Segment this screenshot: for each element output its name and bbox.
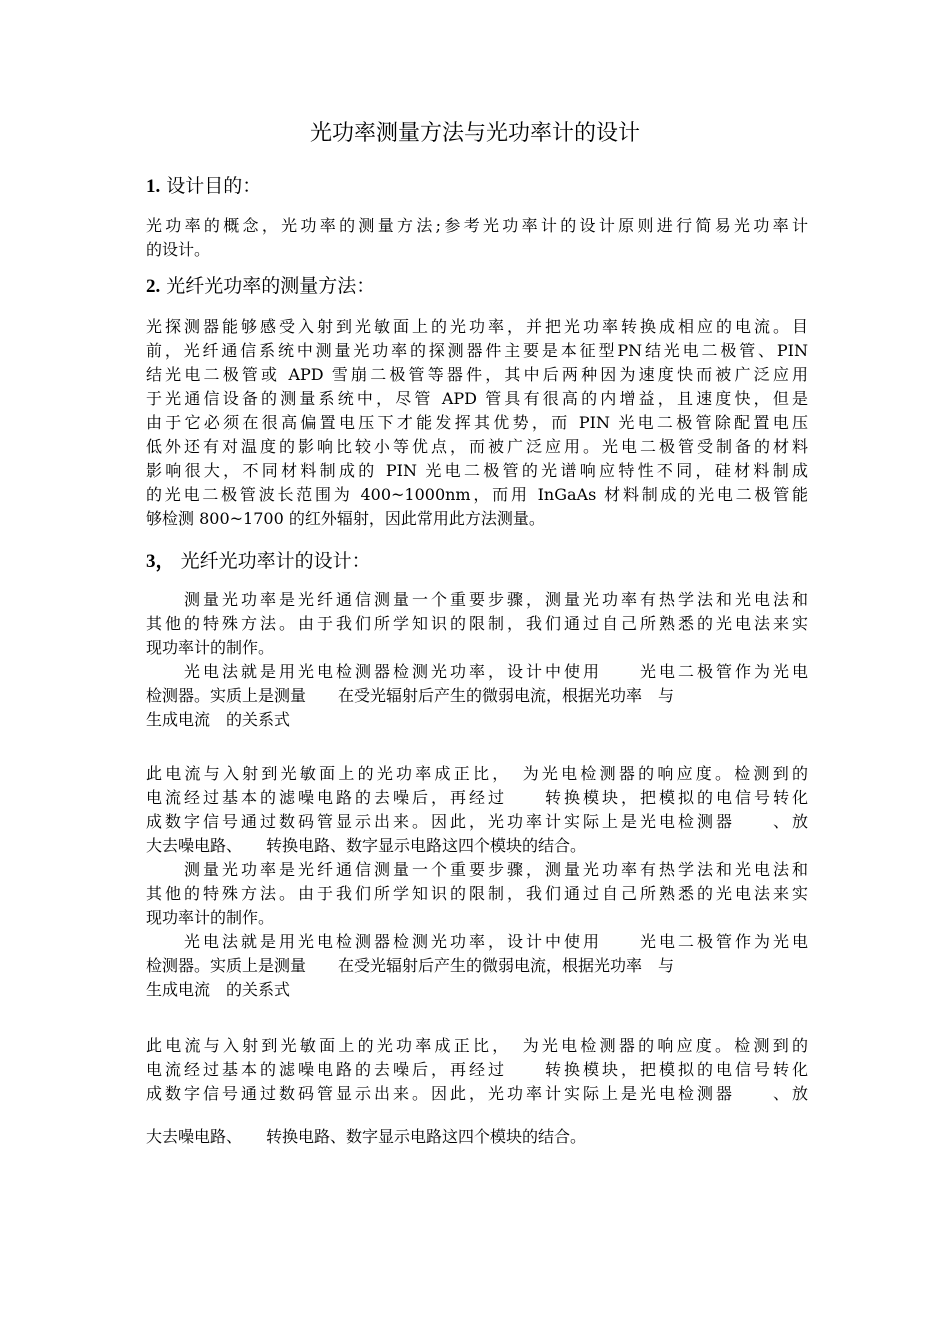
paragraph-line: 其他的特殊方法。由于我们所学知识的限制，我们通过自己所熟悉的光电法来实	[146, 884, 808, 903]
paragraph-line: 现功率计的制作。	[146, 638, 275, 657]
paragraph-line: 测量光功率是光纤通信测量一个重要步骤，测量光功率有热学法和光电法和	[146, 860, 808, 879]
paragraph-line: 成数字信号通过数码管显示出来。因此，光功率计实际上是光电检测器 、放	[146, 1084, 808, 1103]
section-3-block-3	[146, 1034, 808, 1106]
paragraph-line: 检测器。实质上是测量 在受光辐射后产生的微弱电流，根据光功率 与	[146, 686, 675, 705]
section-2-heading	[146, 273, 375, 300]
paragraph-line: 结光电二极管或 APD 雪崩二极管等器件，其中后两种因为速度快而被广泛应用	[146, 365, 808, 384]
paragraph-line: 检测器。实质上是测量 在受光辐射后产生的微弱电流，根据光功率 与	[146, 956, 675, 975]
paragraph-line: 低外还有对温度的影响比较小等优点，而被广泛应用。光电二极管受制备的材料	[146, 437, 808, 456]
section-2-title: 光纤光功率的测量方法：	[166, 275, 376, 297]
section-1-heading	[146, 173, 261, 200]
paragraph-line: 大去噪电路、 转换电路、数字显示电路这四个模块的结合。	[146, 836, 587, 855]
paragraph-line: 光电法就是用光电检测器检测光功率，设计中使用 光电二极管作为光电	[146, 662, 808, 681]
paragraph-line: 于光通信设备的测量系统中，尽管 APD 管具有很高的内增益，且速度快，但是	[146, 389, 808, 408]
paragraph-line: 光功率的概念，光功率的测量方法;参考光功率计的设计原则进行简易光功率计	[146, 216, 808, 235]
section-3-number: 3，	[146, 551, 175, 572]
section-2-number: 2.	[146, 276, 161, 297]
document-title: 光功率测量方法与光功率计的设计	[309, 121, 640, 146]
section-3-heading	[146, 548, 371, 575]
paragraph-line: 由于它必须在很高偏置电压下才能发挥其优势，而 PIN 光电二极管除配置电压	[146, 413, 808, 432]
paragraph-line: 现功率计的制作。	[146, 908, 275, 927]
section-1-paragraph	[146, 214, 808, 262]
section-2-paragraph	[146, 315, 808, 531]
paragraph-line: 的设计。	[146, 240, 211, 259]
section-3-block-2	[146, 762, 808, 1002]
paragraph-line: 大去噪电路、 转换电路、数字显示电路这四个模块的结合。	[146, 1127, 587, 1146]
paragraph-line: 电流经过基本的滤噪电路的去噪后，再经过 转换模块，把模拟的电信号转化	[146, 788, 808, 807]
paragraph-line: 生成电流 的关系式	[146, 710, 291, 729]
paragraph-line: 影响很大，不同材料制成的 PIN 光电二极管的光谱响应特性不同，硅材料制成	[146, 461, 808, 480]
paragraph-line: 的光电二极管波长范围为 400~1000nm，而用 InGaAs 材料制成的光电二极管能	[146, 485, 808, 504]
section-1-number: 1.	[146, 176, 161, 197]
paragraph-line: 生成电流 的关系式	[146, 980, 291, 999]
paragraph-line: 此电流与入射到光敏面上的光功率成正比， 为光电检测器的响应度。检测到的	[146, 1036, 808, 1055]
paragraph-line: 光电法就是用光电检测器检测光功率，设计中使用 光电二极管作为光电	[146, 932, 808, 951]
paragraph-line: 光探测器能够感受入射到光敏面上的光功率，并把光功率转换成相应的电流。目	[146, 317, 808, 336]
paragraph-line: 其他的特殊方法。由于我们所学知识的限制，我们通过自己所熟悉的光电法来实	[146, 614, 808, 633]
paragraph-line: 前，光纤通信系统中测量光功率的探测器件主要是本征型PN结光电二极管、PIN	[146, 341, 808, 360]
section-3-title: 光纤光功率计的设计：	[180, 550, 371, 572]
section-1-title: 设计目的：	[166, 175, 262, 197]
section-3-block-4	[146, 1125, 808, 1149]
section-3-block-1	[146, 588, 808, 732]
paragraph-line: 电流经过基本的滤噪电路的去噪后，再经过 转换模块，把模拟的电信号转化	[146, 1060, 808, 1079]
paragraph-line: 测量光功率是光纤通信测量一个重要步骤，测量光功率有热学法和光电法和	[146, 590, 808, 609]
paragraph-line: 成数字信号通过数码管显示出来。因此，光功率计实际上是光电检测器 、放	[146, 812, 808, 831]
paragraph-line: 够检测 800~1700 的红外辐射，因此常用此方法测量。	[146, 509, 545, 528]
paragraph-line: 此电流与入射到光敏面上的光功率成正比， 为光电检测器的响应度。检测到的	[146, 764, 808, 783]
